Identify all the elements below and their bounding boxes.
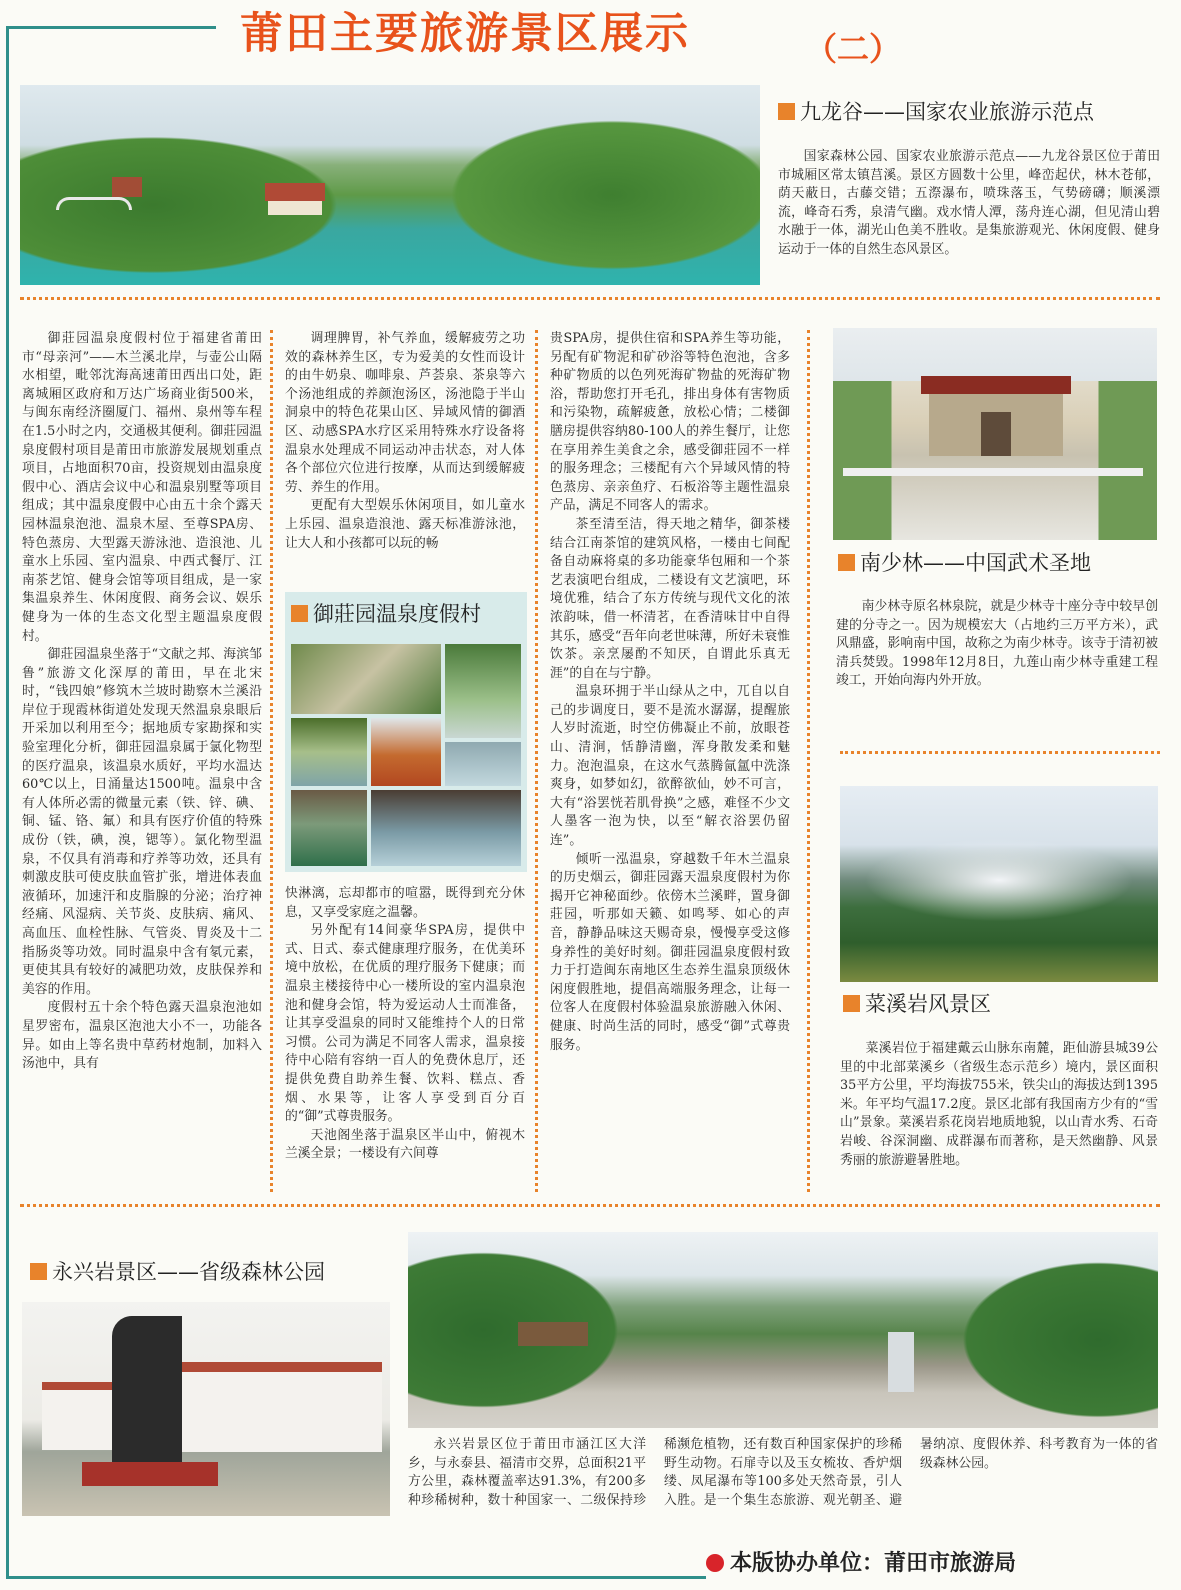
divider-dotted [20,297,1160,300]
page-title: 莆田主要旅游景区展示 [240,9,690,59]
page-title-part: （二） [805,30,902,68]
yuzhuang-photo-box [285,592,527,872]
nanshaolin-text: 南少林寺原名林泉院，就是少林寺十座分寺中较早创建的分寺之一。因为规模宏大（占地约三万平方米），武风鼎盛，影响南中国，故称之为南少林寺。该寺于清初被清兵焚毁。1998年12月8日，九莲山南少林寺重建工程竣工，开始向海内外开放。 [836,599,1158,689]
yuzhuang-heading [291,600,481,628]
yongxingyan-landscape-photo [408,1232,1158,1428]
caixiyan-heading-text: 菜溪岩风景区 [865,992,991,1016]
yongxingyan-heading-text: 永兴岩景区——省级森林公园 [52,1260,325,1284]
caixiyan-heading [843,990,991,1018]
divider-dotted [840,751,1160,754]
column-divider [535,330,538,1192]
frame-top-line [6,26,216,29]
nanshaolin-photo [833,328,1157,540]
footer-sponsor [706,1546,1016,1577]
caixiyan-photo [840,786,1158,982]
column-divider [807,330,810,1192]
jiulonggu-text: 国家森林公园、国家农业旅游示范点——九龙谷景区位于莆田市城厢区常太镇莒溪。景区方圆数十公里，峰峦起伏，林木苍郁，荫天蔽日，古藤交错；五漈瀑布，喷珠落玉，气势磅礴；顺溪漂流，峰奇石秀，泉清气幽。戏水情人潭，荡舟连心湖，但见清山碧水融于一体，湖光山色美不胜收。是集旅游观光、休闲度假、健身运动于一体的自然生态风景区。 [778,149,1160,257]
section-marker-icon [291,605,308,622]
red-dot-icon [706,1554,724,1572]
spa-photo-3 [291,718,367,786]
spa-photo-5 [291,790,367,866]
spa-photo-7 [445,742,521,786]
jiulonggu-heading [778,98,1094,126]
spa-photo-4 [371,718,441,786]
section-marker-icon [30,1263,47,1280]
divider-dotted [20,1204,1160,1207]
yuzhuang-col1: 御莊园温泉度假村位于福建省莆田市“母亲河”——木兰溪北岸，与壶公山隔水相望，毗邻沈海高速莆田西出口处，距离城厢区政府和万达广场商业街500米，与闽东南经济圈厦门、福州、泉州等车程在1.5小时之内，交通极其便利。御莊园温泉度假村项目是莆田市旅游发展规划重点项目，占地面积70亩，投资规划由温泉度假中心、酒店会议中心和温泉别墅等项目组成；其中温泉度假中心由五十余个露天园林温泉泡池、温泉木屋、至尊SPA房、特色蒸房、大型露天游泳池、造浪池、儿童水上乐园、室内温泉、中西式餐厅、江南茶艺馆、健身会馆等项目组成，是一家集温泉养生、休闲度假、商务会议、娱乐健身为一体的生态文化型主题温泉度假村。 御莊园温泉坐落于“文献之邦、海滨邹鲁”旅游文化深厚的莆田，早在北宋时，“钱四娘”修筑木兰坡时勘察木兰溪沿岸位于现霞林街道处发现天然温泉泉眼后开采加以利用至今；据地质专家勘探和实验室理化分析，御莊园温泉属于氯化物型的医疗温泉，该温泉水质好，平均水温达60℃以上，日涌量达1500吨。温泉中含有人体所必需的微量元素（铁、锌、碘、铜、锰、铬、氟）和具有医疗价值的特殊成份（铁，碘，溴，锶等）。氯化物型温泉，不仅具有消毒和疗养等功效，还具有刺激皮肤可使皮肤血管扩张，增进体表血液循环，加速汗和皮脂腺的分泌；治疗神经痛、风湿病、关节炎、皮肤病、痛风、高血压、血栓性脉、气管炎、胃炎及十二指肠炎等功效。同时温泉中含有氡元素，更使其具有较好的减肥功效，皮肤保养和美容的作用。 度假村五十余个特色露天温泉泡池如星罗密布，温泉区泡池大小不一，功能各异。如由上等名贵中草药材炮制，加料入汤池中，具有 [22,331,262,1072]
yuzhuang-col3: 贵SPA房，提供住宿和SPA养生等功能，另配有矿物泥和矿砂浴等特色泡池，含多种矿物质的以色列死海矿物盐的死海矿物浴，帮助您打开毛孔，排出身体有害物质和污染物，疏解疲惫，放松心情；二楼御膳房提供容纳80-100人的养生餐厅，让您在享用养生美食之余，感受御莊园不一样的服务理念；三楼配有六个异域风情的特色蒸房、亲亲鱼疗、石板浴等主题性温泉产品，满足不同客人的需求。 茶至清至洁，得天地之精华，御茶楼结合江南茶馆的建筑风格，一楼由七间配备自动麻将桌的多功能豪华包厢和一个茶艺表演吧台组成，二楼设有文艺演吧，环境优雅，结合了东方传统与现代文化的浓浓韵味，借一杯清茗，在香清味甘中自得其乐，感受“吾年向老世味薄，所好未衰惟饮茶。亲烹屡酌不知厌，自谓此乐真无涯”的自在与宁静。 温泉环拥于半山绿从之中，兀自以自己的步调度日，要不是流水潺潺，提醒旅人岁时流逝，时空仿佛凝止不前，放眼苍山、清涧，恬静清幽，浑身散发柔和魅力。泡泡温泉，在这水气蒸腾氤氲中洗涤爽身，如梦如幻，欲醉欲仙，妙不可言，大有“浴罢恍若肌骨换”之感，难怪不少文人墨客一泡为快，以至“解衣浴罢仍留连”。 倾听一泓温泉，穿越数千年木兰温泉的历史烟云，御莊园露天温泉度假村为你揭开它神秘面纱。依傍木兰溪畔，置身御莊园，听那如天籁、如鸣琴、如心的声音，静静品味这天赐奇泉，慢慢享受这修身养性的美好时刻。御莊园温泉度假村致力于打造闽东南地区生态养生温泉顶级休闲度假胜地，提倡高端服务理念，让每一位客人在度假村体验温泉旅游融入休闲、健康、时尚生活的同时，感受“御”式尊贵服务。 [550,331,790,1053]
nanshaolin-heading [838,549,1091,577]
spa-photo-6 [371,790,521,866]
nanshaolin-heading-text: 南少林——中国武术圣地 [860,551,1091,575]
caixiyan-text: 菜溪岩位于福建戴云山脉东南麓，距仙游县城39公里的中北部菜溪乡（省级生态示范乡）境内，景区面积35平方公里，平均海拔755米，铁尖山的海拔达到1395米。年平均气温17.2度。景区北部有我国南方少有的“雪山”景象。菜溪岩系花岗岩地质地貌，以山青水秀、石奇岩峻、谷深洞幽、成群瀑布而著称，是天然幽静、风景秀丽的旅游避暑胜地。 [840,1041,1158,1168]
column-divider [270,330,273,1192]
frame-bottom-line [6,1576,706,1579]
spa-photo-1 [291,644,441,714]
jiulonggu-photo [20,85,760,285]
section-marker-icon [838,554,855,571]
section-marker-icon [778,103,795,120]
footer-text: 本版协办单位：莆田市旅游局 [730,1551,1017,1576]
yuzhuang-heading-text: 御莊园温泉度假村 [313,602,481,626]
yongxingyan-heading [30,1258,325,1286]
yuzhuang-col2a: 调理脾胃，补气养血，缓解疲劳之功效的森林养生区，专为爱美的女性而设计的由牛奶泉、咖啡泉、芦荟泉、茶泉等六个汤池组成的养颜泡汤区，汤池隐于半山洞泉中的特色花果山区、异域风情的御酒区、动感SPA水疗区采用特殊水疗设备将温泉水处理成不同运动冲击状态，对人体各个部位穴位进行按摩，从而达到缓解疲劳、养生的作用。 更配有大型娱乐休闲项目，如儿童水上乐园、温泉造浪池、露天标准游泳池，让大人和小孩都可以玩的畅 [285,331,525,551]
yongxingyan-monument-photo [22,1302,390,1516]
jiulonggu-heading-text: 九龙谷——国家农业旅游示范点 [800,100,1094,124]
section-marker-icon [843,995,860,1012]
yongxingyan-text: 永兴岩景区位于莆田市涵江区大洋乡，与永泰县、福清市交界，总面积21平方公里，森林覆盖率达91.3%，有200多种珍稀树种，数十种国家一、二级保持珍稀濒危植物，还有数百种国家保护的珍稀野生动物。石扉寺以及玉女梳妆、香炉烟缕、凤尾瀑布等100多处天然奇景，引人入胜。是一个集生态旅游、观光朝圣、避暑纳凉、度假休养、科考教育为一体的省级森林公园。 [408,1437,1158,1508]
spa-photo-2 [445,644,521,738]
yuzhuang-col2b: 快淋漓，忘却都市的喧嚣，既得到充分休息，又享受家庭之温馨。 另外配有14间豪华SPA房，提供中式、日式、泰式健康理疗服务，在优美环境中放松，在优质的理疗服务下健康；而温泉主楼接待中心一楼所设的室内温泉泡池和健身会馆，特为爱运动人士而准备，让其享受温泉的同时又能维持个人的日常习惯。公司为满足不同客人需求，温泉接待中心陪有容纳一百人的免费休息厅，还提供免费自助养生餐、饮料、糕点、香烟、水果等，让客人享受到百分百的“御”式尊贵服务。 天池阁坐落于温泉区半山中，俯视木兰溪全景；一楼设有六间尊 [285,886,525,1162]
frame-left-line [6,26,9,1576]
